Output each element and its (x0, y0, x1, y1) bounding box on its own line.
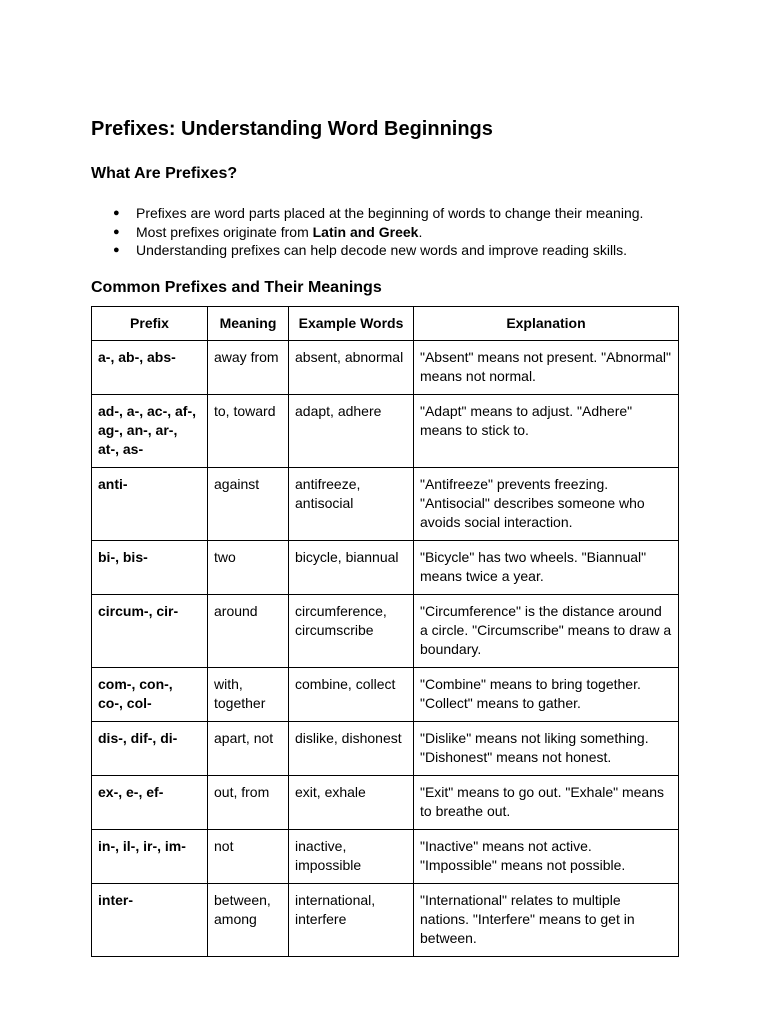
explanation-cell: "Combine" means to bring together. "Collect" means to gather. (414, 667, 679, 721)
meaning-cell: against (208, 467, 289, 540)
prefix-cell: bi-, bis- (92, 540, 208, 594)
prefix-cell: circum-, cir- (92, 594, 208, 667)
bullet-list (91, 204, 681, 260)
bullet-text: Understanding prefixes can help decode new words and improve reading skills. (136, 242, 628, 258)
meaning-cell: to, toward (208, 394, 289, 467)
prefix-cell: dis-, dif-, di- (92, 721, 208, 775)
prefix-cell: anti- (92, 467, 208, 540)
prefix-cell: inter- (92, 883, 208, 956)
list-item (91, 223, 681, 242)
explanation-cell: "Dislike" means not liking something. "Dishonest" means not honest. (414, 721, 679, 775)
table-header-row (92, 306, 679, 340)
example-words-cell: adapt, adhere (289, 394, 414, 467)
explanation-cell: "Bicycle" has two wheels. "Biannual" means twice a year. (414, 540, 679, 594)
meaning-cell: away from (208, 340, 289, 394)
explanation-cell: "Absent" means not present. "Abnormal" means not normal. (414, 340, 679, 394)
meaning-cell: between, among (208, 883, 289, 956)
section-heading-what-are-prefixes: What Are Prefixes? (91, 165, 238, 182)
bullet-text-bold: Latin and Greek (312, 223, 419, 240)
explanation-cell: "Antifreeze" prevents freezing. "Antisocial" describes someone who avoids social interaction. (414, 467, 679, 540)
section-heading-common-prefixes: Common Prefixes and Their Meanings (91, 278, 382, 296)
table-row (92, 467, 679, 540)
example-words-cell: combine, collect (289, 667, 414, 721)
table-body (92, 340, 679, 956)
explanation-cell: "Exit" means to go out. "Exhale" means to breathe out. (414, 775, 679, 829)
meaning-cell: out, from (208, 775, 289, 829)
example-words-cell: exit, exhale (289, 775, 414, 829)
prefix-cell: a-, ab-, abs- (92, 340, 208, 394)
table-row (92, 721, 679, 775)
table-row (92, 594, 679, 667)
column-header-meaning: Meaning (208, 306, 289, 340)
column-header-example-words: Example Words (289, 306, 414, 340)
example-words-cell: absent, abnormal (289, 340, 414, 394)
bullet-text-after: . (418, 223, 423, 240)
example-words-cell: dislike, dishonest (289, 721, 414, 775)
table-row (92, 667, 679, 721)
meaning-cell: two (208, 540, 289, 594)
list-item (91, 204, 681, 223)
prefix-cell: ex-, e-, ef- (92, 775, 208, 829)
meaning-cell: not (208, 829, 289, 883)
explanation-cell: "Adapt" means to adjust. "Adhere" means to stick to. (414, 394, 679, 467)
prefixes-table (91, 306, 679, 957)
explanation-cell: "Circumference" is the distance around a circle. "Circumscribe" means to draw a boundary. (414, 594, 679, 667)
bullet-icon: ● (113, 207, 120, 219)
bullet-icon: ● (113, 225, 120, 238)
bullet-text: Prefixes are word parts placed at the beginning of words to change their meaning. (136, 205, 644, 221)
meaning-cell: with, together (208, 667, 289, 721)
meaning-cell: around (208, 594, 289, 667)
list-item (91, 241, 681, 260)
prefix-cell: com-, con-, co-, col- (92, 667, 208, 721)
example-words-cell: antifreeze, antisocial (289, 467, 414, 540)
page-title: Prefixes: Understanding Word Beginnings (91, 118, 493, 140)
table-row (92, 340, 679, 394)
explanation-cell: "International" relates to multiple nations. "Interfere" means to get in between. (414, 883, 679, 956)
bullet-icon: ● (113, 244, 120, 256)
prefix-cell: ad-, a-, ac-, af-, ag-, an-, ar-, at-, as- (92, 394, 208, 467)
table-row (92, 775, 679, 829)
table-row (92, 540, 679, 594)
example-words-cell: international, interfere (289, 883, 414, 956)
document-page (91, 116, 681, 957)
prefix-cell: in-, il-, ir-, im- (92, 829, 208, 883)
table-row (92, 829, 679, 883)
meaning-cell: apart, not (208, 721, 289, 775)
explanation-cell: "Inactive" means not active. "Impossible" means not possible. (414, 829, 679, 883)
column-header-explanation: Explanation (414, 306, 679, 340)
example-words-cell: inactive, impossible (289, 829, 414, 883)
table-row (92, 883, 679, 956)
bullet-text-before: Most prefixes originate from (136, 223, 313, 240)
example-words-cell: bicycle, biannual (289, 540, 414, 594)
example-words-cell: circumference, circumscribe (289, 594, 414, 667)
column-header-prefix: Prefix (92, 306, 208, 340)
table-row (92, 394, 679, 467)
